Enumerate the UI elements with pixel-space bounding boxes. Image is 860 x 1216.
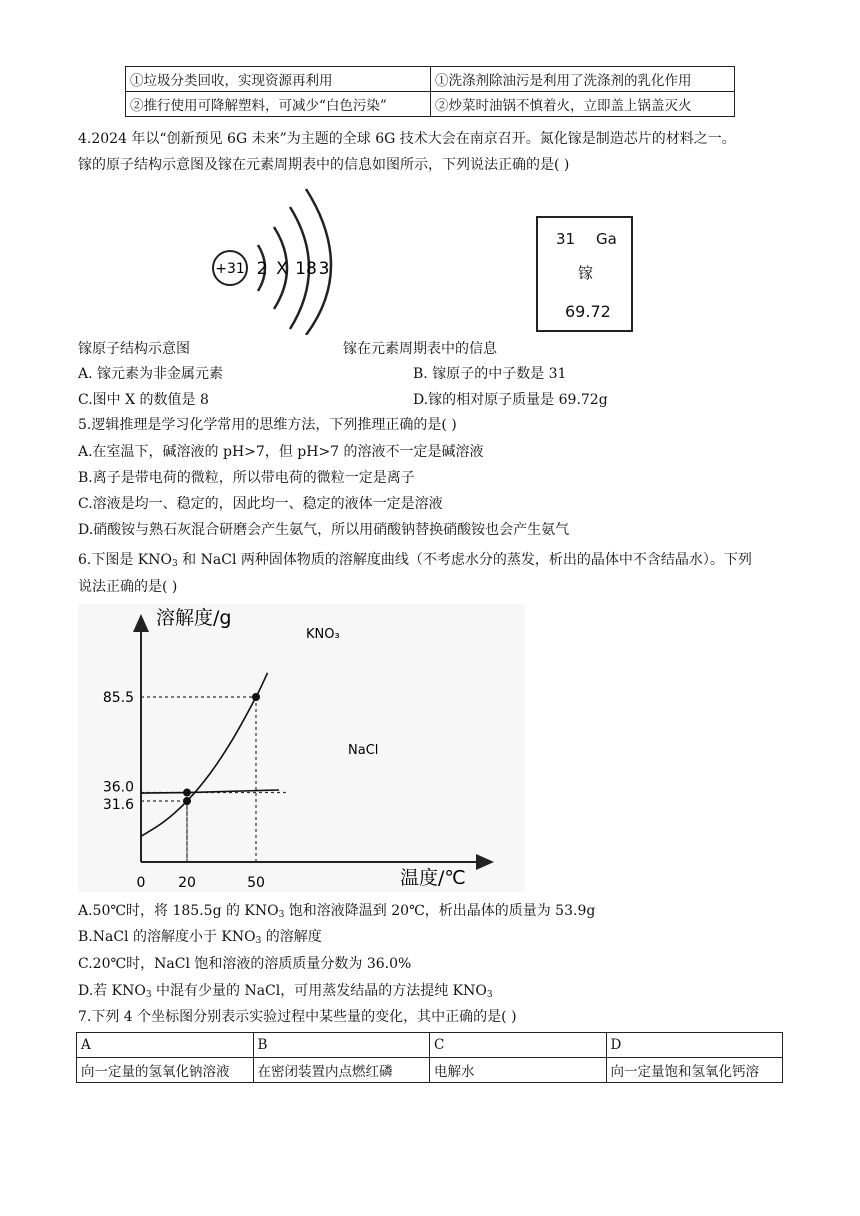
q5-option-b: B.离子是带电荷的微粒，所以带电荷的微粒一定是离子 [78,470,415,486]
nucleus-charge: +31 [215,261,245,277]
x-tick-label: 20 [178,875,196,891]
table-cell: ②推行使用可降解塑料，可减少“白色污染” [126,92,431,117]
q6-option-d [78,982,493,1000]
data-point [183,797,191,805]
option-sub: 3 [278,910,285,920]
table-cell: ①垃圾分类回收，实现资源再利用 [126,67,431,92]
data-point [183,789,191,797]
table-cell: ②炒菜时油锅不慎着火，立即盖上锅盖灭火 [431,92,735,117]
q6-stem-part: 6.下图是 KNO [78,552,172,568]
q7-header-d: D [606,1033,783,1058]
shell-electrons-3: 18 [295,259,317,279]
q5-option-c: C.溶液是均一、稳定的，因此均一、稳定的液体一定是溶液 [78,496,443,512]
top-table [125,66,735,117]
y-axis-label: 溶解度/g [156,607,232,629]
option-text: 中混有少量的 NaCl，可用蒸发结晶的方法提纯 KNO [151,983,487,999]
x-axis-label: 温度/℃ [400,867,466,889]
element-mass: 69.72 [565,302,611,321]
option-text: D.若 KNO [78,983,146,999]
q7-header-a: A [77,1033,254,1058]
y-tick-label: 31.6 [102,797,134,814]
shell-electrons-4: 3 [318,259,330,279]
q6-stem-line2: 说法正确的是( ) [78,579,178,595]
option-sub: 3 [145,990,152,1000]
q4-option-a: A. 镓元素为非金属元素 [78,366,224,382]
q4-option-d: D.镓的相对原子质量是 69.72g [413,392,608,408]
q5-option-d: D.硝酸铵与熟石灰混合研磨会产生氨气，所以用硝酸钠替换硝酸铵也会产生氨气 [78,522,570,538]
option-text: B.NaCl 的溶解度小于 KNO [78,929,256,945]
q6-stem-part: 和 NaCl 两种固体物质的溶解度曲线（不考虑水分的蒸发，析出的晶体中不含结晶水）。下列 [177,552,752,568]
atom-diagram-caption: 镓原子结构示意图 [78,341,190,357]
x-tick-label: 50 [247,875,265,891]
q6-option-b [78,928,322,946]
table-row [126,92,735,117]
option-text: A.50℃时，将 185.5g 的 KNO [78,903,279,919]
q5-stem: 5.逻辑推理是学习化学常用的思维方法，下列推理正确的是( ) [78,417,457,433]
series-label-nacl: NaCl [348,743,379,758]
q4-option-b: B. 镓原子的中子数是 31 [413,366,567,382]
shell-electrons-1: 2 [256,259,268,279]
shell-electrons-2: X [276,259,288,279]
q7-cell-c: 电解水 [430,1058,607,1083]
periodic-info-caption: 镓在元素周期表中的信息 [343,341,497,357]
series-curve-nacl [141,790,279,793]
solubility-chart [78,604,525,892]
option-sub: 3 [486,990,493,1000]
q4-stem-line1: 4.2024 年以“创新预见 6G 未来”为主题的全球 6G 技术大会在南京召开。氮化镓是制造芯片的材料之一。 [78,131,736,147]
q7-cell-d: 向一定量饱和氢氧化钙溶 [606,1058,783,1083]
option-sub: 3 [255,936,262,946]
atom-structure-diagram [200,185,370,335]
x-tick-label: 0 [136,875,146,891]
y-tick-label: 36.0 [102,779,134,796]
y-tick-label: 85.5 [102,689,134,706]
q7-cell-b: 在密闭装置内点燃红磷 [253,1058,430,1083]
option-text: 的溶解度 [261,929,322,945]
q7-stem: 7.下列 4 个坐标图分别表示实验过程中某些量的变化，其中正确的是( ) [78,1009,517,1025]
q7-header-b: B [253,1033,430,1058]
table-row [77,1033,783,1058]
table-cell: ①洗涤剂除油污是利用了洗涤剂的乳化作用 [431,67,735,92]
periodic-table-cell [536,216,633,332]
q6-option-a [78,902,595,920]
q6-stem-sub: 3 [172,559,178,569]
data-point [252,693,260,701]
q4-stem-line2: 镓的原子结构示意图及镓在元素周期表中的信息如图所示，下列说法正确的是( ) [78,157,570,173]
q7-header-c: C [430,1033,607,1058]
q5-option-a: A.在室温下，碱溶液的 pH>7，但 pH>7 的溶液不一定是碱溶液 [78,444,484,460]
option-text: C.20℃时，NaCl 饱和溶液的溶质质量分数为 36.0% [78,956,412,972]
element-name: 镓 [578,264,594,282]
series-label-kno3: KNO₃ [306,627,340,642]
q7-cell-a: 向一定量的氢氧化钠溶液 [77,1058,254,1083]
q4-option-c: C.图中 X 的数值是 8 [78,392,209,408]
option-text: 饱和溶液降温到 20℃，析出晶体的质量为 53.9g [284,903,596,919]
table-row [126,67,735,92]
q6-stem-line1 [78,551,752,569]
element-atomic-number: 31 [556,230,576,248]
table-row [77,1058,783,1083]
element-symbol: Ga [596,230,617,248]
q6-option-c [78,955,411,973]
q7-table [76,1032,783,1083]
